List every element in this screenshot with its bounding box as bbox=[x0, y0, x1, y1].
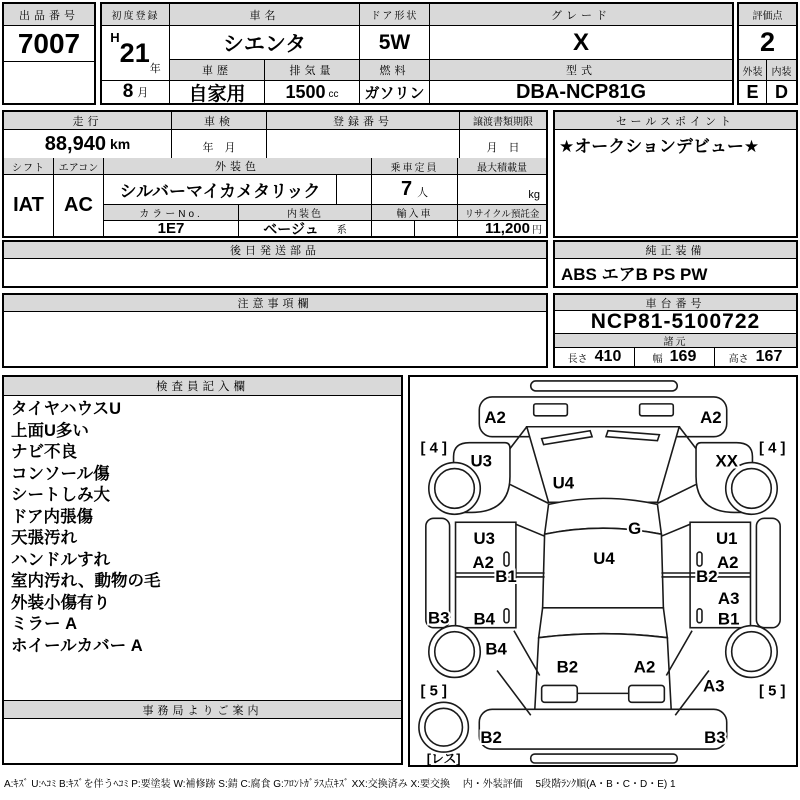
mark-rear-bumper-right: B3 bbox=[704, 728, 726, 748]
front-plate-left bbox=[534, 404, 568, 416]
mark-roof: U4 bbox=[593, 548, 615, 569]
wheel-front-left-inner bbox=[435, 469, 475, 509]
mark-rear-door-right-top: A3 bbox=[717, 588, 740, 608]
mileage-value bbox=[4, 130, 172, 158]
mark-beltline-right: B2 bbox=[696, 566, 718, 586]
chassis-box bbox=[553, 293, 798, 368]
ext-color-label: 外装色 bbox=[104, 158, 372, 175]
lot-box bbox=[2, 2, 96, 105]
body-line-right bbox=[657, 484, 696, 503]
quarter-line-left bbox=[514, 631, 540, 676]
color-no-value: 1E7 bbox=[104, 221, 239, 236]
model-label: 型式 bbox=[430, 60, 732, 81]
payload-label: 最大積載量 bbox=[458, 158, 546, 175]
mark-windshield: G bbox=[628, 519, 642, 539]
lot-number: 7007 bbox=[4, 26, 94, 62]
lot-label: 出品番号 bbox=[4, 4, 94, 26]
tire-depth-front-left: [ 4 ] bbox=[420, 440, 447, 457]
spare-tire-inner bbox=[425, 708, 463, 746]
import-label: 輸入車 bbox=[372, 205, 458, 221]
front-plate-right bbox=[640, 404, 674, 416]
mileage-unit: km bbox=[109, 136, 131, 152]
capacity-unit: 人 bbox=[417, 187, 429, 199]
ext-color-extra-cell bbox=[337, 175, 372, 205]
mark-front-door-right-bottom: A2 bbox=[716, 552, 739, 573]
first-reg-year bbox=[102, 26, 170, 81]
lot-empty-cell bbox=[4, 62, 94, 103]
inspector-notes bbox=[11, 399, 161, 657]
mark-hood: U4 bbox=[552, 473, 575, 493]
inspector-box bbox=[2, 375, 403, 765]
rear-plate-left bbox=[542, 685, 578, 702]
registration-value bbox=[267, 130, 460, 158]
ext-color-value: シルバーマイカメタリック bbox=[104, 175, 337, 205]
equipment-box bbox=[553, 240, 798, 288]
exterior-label: 外装 bbox=[739, 60, 767, 81]
length-label: 長さ bbox=[567, 353, 588, 365]
registration-box bbox=[2, 110, 548, 238]
import-cell-1 bbox=[372, 221, 415, 236]
mark-quarter-right: A3 bbox=[703, 676, 725, 696]
mileage-number: 88,940 bbox=[44, 132, 106, 155]
history-label: 車歴 bbox=[170, 60, 265, 81]
shift-label: シフト bbox=[4, 158, 54, 175]
interior-grade: D bbox=[775, 81, 788, 102]
mark-back-door-right: A2 bbox=[633, 657, 656, 677]
sales-point-box bbox=[553, 110, 798, 238]
inspection-value: 年 月 bbox=[172, 130, 267, 158]
displacement-number: 1500 bbox=[285, 81, 326, 102]
note-line: ドア内張傷 bbox=[11, 507, 94, 526]
body-line-left bbox=[510, 484, 549, 503]
rear-plate-right bbox=[629, 685, 665, 702]
spec-width bbox=[635, 348, 715, 366]
first-reg-era: H bbox=[110, 30, 120, 45]
mark-front-fender-right: XX bbox=[715, 451, 738, 471]
grade-value: X bbox=[430, 26, 732, 60]
recycle-unit: 円 bbox=[532, 225, 542, 236]
height-label: 高さ bbox=[728, 353, 749, 365]
door-value: 5W bbox=[360, 26, 430, 60]
car-diagram bbox=[410, 377, 796, 765]
chassis-label: 車台番号 bbox=[555, 295, 796, 311]
later-parts-label: 後日発送部品 bbox=[4, 242, 546, 259]
vehicle-header-box bbox=[100, 2, 734, 105]
tire-depth-rear-right: [ 5 ] bbox=[759, 683, 786, 700]
fuel-label: 燃料 bbox=[360, 60, 430, 81]
length-value: 410 bbox=[594, 348, 622, 365]
equipment-value: ABS エアB PS PW bbox=[561, 265, 708, 284]
mark-rear-door-left: B4 bbox=[473, 609, 495, 629]
recycle-label: リサイクル預託金 bbox=[458, 205, 546, 221]
history-value: 自家用 bbox=[170, 81, 265, 103]
caution-box bbox=[2, 293, 548, 368]
int-color-label: 内装色 bbox=[239, 205, 372, 221]
mark-rear-door-right-bottom: B1 bbox=[717, 609, 740, 629]
model-value: DBA-NCP81G bbox=[515, 81, 647, 103]
mark-front-door-left-bottom: A2 bbox=[472, 552, 494, 573]
displacement-label: 排気量 bbox=[265, 60, 360, 81]
note-line: シートしみ大 bbox=[11, 486, 110, 504]
color-no-label: カラーNo. bbox=[104, 205, 239, 221]
note-line: ハンドルすれ bbox=[11, 550, 110, 569]
note-line: ホイールカバー A bbox=[11, 636, 143, 655]
width-value: 169 bbox=[669, 348, 697, 365]
damage-diagram-box bbox=[408, 375, 798, 767]
inspection-label: 車検 bbox=[172, 112, 267, 130]
sales-point-value: ★オークションデビュー★ bbox=[559, 136, 760, 156]
mark-sill-left: B3 bbox=[427, 608, 450, 628]
roof-join-left bbox=[516, 524, 545, 536]
note-line: ミラー A bbox=[11, 615, 77, 633]
mark-front-fender-left: U3 bbox=[470, 451, 493, 471]
door-handle bbox=[697, 552, 702, 566]
note-line: ナビ不良 bbox=[11, 443, 77, 461]
fuel-value: ガソリン bbox=[360, 81, 430, 103]
mark-back-door-left: B2 bbox=[556, 657, 579, 677]
wheel-front-right-inner bbox=[732, 469, 772, 509]
mileage-label: 走行 bbox=[4, 112, 172, 130]
capacity-number: 7 bbox=[400, 178, 413, 200]
mark-front-bumper-right: A2 bbox=[700, 407, 722, 427]
spare-tire-label: [レス] bbox=[426, 750, 461, 765]
door-handle bbox=[697, 609, 702, 623]
score-box bbox=[737, 2, 798, 105]
int-color-suffix: 系 bbox=[336, 225, 347, 236]
specs-label: 諸元 bbox=[555, 334, 796, 348]
grade-label: グレード bbox=[430, 4, 732, 26]
aircon-value: AC bbox=[54, 175, 104, 236]
transfer-value: 月 日 bbox=[486, 142, 520, 154]
score-value: 2 bbox=[739, 26, 796, 60]
height-value: 167 bbox=[755, 348, 783, 365]
rear-bumper bbox=[479, 709, 726, 749]
aircon-label: エアコン bbox=[54, 158, 104, 175]
exterior-grade: E bbox=[739, 81, 767, 103]
office-label: 事務局よりご案内 bbox=[4, 700, 401, 719]
sales-point-label: セールスポイント bbox=[555, 112, 796, 130]
first-reg-year-suffix: 年 bbox=[149, 63, 161, 75]
first-reg-month bbox=[102, 81, 170, 103]
chassis-value: NCP81-5100722 bbox=[555, 311, 796, 334]
score-label: 評価点 bbox=[739, 4, 796, 26]
registration-label: 登録番号 bbox=[267, 112, 460, 130]
payload-value: kg bbox=[458, 175, 546, 205]
int-color-value bbox=[239, 221, 372, 236]
first-reg-month-suffix: 月 bbox=[137, 87, 149, 99]
sill-right-shape bbox=[756, 518, 780, 627]
door-label: ドア形状 bbox=[360, 4, 430, 26]
later-parts-box bbox=[2, 240, 548, 288]
interior-label: 内装 bbox=[767, 60, 796, 81]
door-handle bbox=[504, 552, 509, 566]
door-handle bbox=[504, 609, 509, 623]
inspector-label: 検査員記入欄 bbox=[4, 377, 401, 396]
capacity-label: 乗車定員 bbox=[372, 158, 458, 175]
first-reg-month-value: 8 bbox=[122, 81, 134, 102]
note-line: 天張汚れ bbox=[11, 529, 77, 547]
note-line: コンソール傷 bbox=[11, 464, 110, 483]
displacement-unit: cc bbox=[328, 89, 339, 100]
first-reg-year-value: 21 bbox=[119, 37, 150, 68]
note-line: 外装小傷有り bbox=[11, 593, 110, 612]
recycle-value bbox=[458, 221, 546, 236]
mark-quarter-left: B4 bbox=[485, 639, 507, 659]
rear-bottom-bar bbox=[531, 754, 677, 763]
front-top-bar bbox=[531, 381, 677, 391]
transfer-label: 譲渡書類期限 bbox=[460, 112, 546, 130]
wheel-rear-left-inner bbox=[435, 632, 475, 672]
shift-value: IAT bbox=[4, 175, 54, 236]
damage-legend: A:ｷｽﾞ U:ﾍｺﾐ B:ｷｽﾞを伴うﾍｺﾐ P:要塗装 W:補修跡 S:錆 C:腐食 G:ﾌﾛﾝﾄｶﾞﾗｽ点ｷｽﾞ XX:交換済み X:要交換 内・外装評価 5段階ﾗﾝｸ順(A・B・C・D・E) 1 bbox=[4, 779, 676, 790]
import-cell-2 bbox=[415, 221, 458, 236]
spec-length bbox=[555, 348, 635, 366]
note-line: 上面U多い bbox=[11, 421, 89, 440]
recycle-number: 11,200 bbox=[484, 221, 530, 236]
capacity-value bbox=[372, 175, 458, 205]
mark-beltline-left: B1 bbox=[495, 566, 517, 586]
quarter-line-right bbox=[666, 631, 692, 676]
int-color-name: ベージュ bbox=[263, 221, 319, 236]
spec-height bbox=[715, 348, 796, 366]
note-line: タイヤハウスU bbox=[11, 400, 122, 418]
mark-front-bumper-left: A2 bbox=[484, 407, 506, 427]
width-label: 幅 bbox=[652, 353, 663, 365]
mark-rear-bumper-left: B2 bbox=[480, 728, 502, 748]
caution-label: 注意事項欄 bbox=[4, 295, 546, 312]
wheel-rear-right-inner bbox=[732, 632, 772, 672]
car-name-label: 車名 bbox=[170, 4, 360, 26]
roof-join-right bbox=[661, 524, 690, 536]
tire-depth-rear-left: [ 5 ] bbox=[420, 683, 447, 700]
displacement-value bbox=[265, 81, 360, 103]
mark-front-door-left-top: U3 bbox=[473, 529, 495, 549]
car-name: シエンタ bbox=[170, 26, 360, 60]
note-line: 室内汚れ、動物の毛 bbox=[11, 572, 161, 590]
equipment-label: 純正装備 bbox=[555, 242, 796, 259]
first-reg-label: 初度登録 bbox=[102, 4, 170, 26]
tire-depth-front-right: [ 4 ] bbox=[759, 440, 786, 457]
mark-front-door-right-top: U1 bbox=[715, 529, 738, 549]
